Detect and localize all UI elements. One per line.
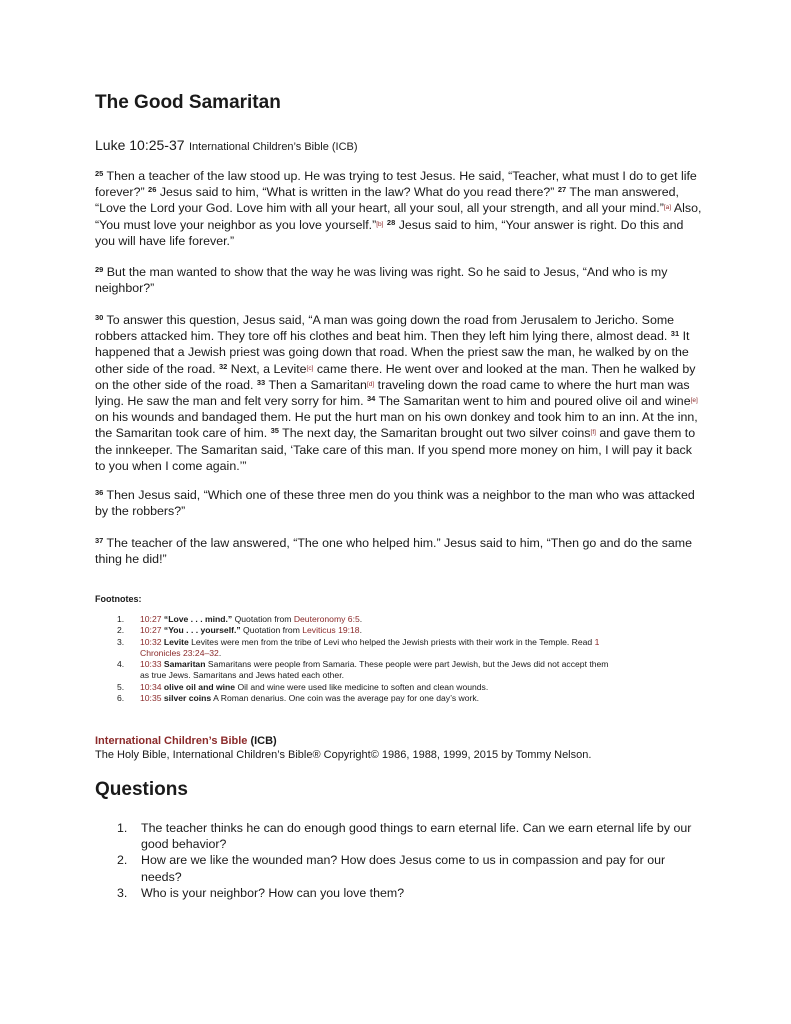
- footnote-text: Levites were men from the tribe of Levi who helped the Jewish priests with their work in the Temple. Read: [188, 636, 595, 647]
- footnote-ref-link[interactable]: 10:33: [140, 659, 162, 670]
- verse-text: came there. He went over and looked at the man. Then he walked by on the other side of the road.: [95, 361, 696, 392]
- footnote-marker-a[interactable]: [a]: [663, 204, 672, 212]
- footnote-text: Quotation from: [232, 614, 294, 624]
- footnote-number: 6.: [117, 693, 125, 704]
- footnote-number: 5.: [117, 681, 125, 692]
- version-abbreviation: (ICB): [247, 735, 277, 747]
- verse-text: traveling down the road came to where the hurt man was lying. He saw the man and felt very sorry for him.: [95, 377, 690, 409]
- verse-number: 37: [95, 536, 104, 545]
- footnote-marker-f[interactable]: [f]: [590, 429, 596, 437]
- footnote-item: [95, 637, 615, 660]
- question-text: How are we like the wounded man? How does Jesus come to us in compassion and pay for our needs?: [141, 853, 666, 884]
- question-item: [95, 852, 705, 884]
- version-name-link[interactable]: International Children’s Bible: [95, 735, 248, 747]
- verse-number: 35: [270, 426, 279, 436]
- footnote-number: 4.: [117, 659, 125, 670]
- footnote-marker-e[interactable]: [e]: [690, 397, 698, 405]
- footnote-tail: .: [218, 647, 222, 658]
- footnote-scripture-link[interactable]: 1 Chronicles 23:24–32: [140, 636, 600, 658]
- verse-text: The teacher of the law answered, “The one who helped him.” Jesus said to him, “Then go and do the same thing he did!”: [95, 536, 693, 567]
- verse-text: on his wounds and bandaged them. He put the hurt man on his own donkey and took him to an inn. At the inn, the Samaritan took care of him.: [95, 410, 698, 441]
- footnote-item: [95, 682, 615, 693]
- questions-list: [95, 820, 705, 901]
- page-title: The Good Samaritan: [95, 92, 281, 113]
- verse-text: Then a Samaritan: [265, 377, 367, 392]
- footnotes-heading: Footnotes:: [95, 594, 142, 604]
- footnote-term: silver coins: [163, 693, 212, 704]
- verse-number: 29: [95, 265, 104, 274]
- verse-paragraph-1: [95, 168, 705, 249]
- passage-citation: Luke 10:25-37: [95, 137, 185, 153]
- verse-text: The Samaritan went to him and poured olive oil and wine: [375, 394, 691, 409]
- question-item: [95, 820, 705, 852]
- question-text: The teacher thinks he can do enough good things to earn eternal life. Can we earn eternal life by our good behavior?: [141, 821, 692, 852]
- verse-text: and gave them to the innkeeper. The Samaritan said, ‘Take care of this man. If you spend more money on him, I will pay it back to you when I come again.’”: [95, 426, 696, 473]
- footnote-ref-link[interactable]: 10:27: [140, 625, 162, 636]
- footnote-number: 1.: [117, 614, 125, 624]
- copyright-notice: The Holy Bible, International Children’s Bible® Copyright© 1986, 1988, 1999, 2015 by Tommy Nelson.: [95, 749, 592, 761]
- verse-text: Then a teacher of the law stood up. He was trying to test Jesus. He said, “Teacher, what must I do to get life forever?”: [95, 169, 697, 200]
- footnote-text: Quotation from: [240, 625, 303, 636]
- footnote-term: “You . . . yourself.”: [163, 625, 241, 636]
- footnote-text: A Roman denarius. One coin was the average pay for one day’s work.: [211, 693, 480, 704]
- verse-paragraph-4: [95, 487, 705, 519]
- footnote-marker-c[interactable]: [c]: [306, 364, 314, 372]
- question-number: 3.: [117, 885, 128, 900]
- footnote-term: “Love . . . mind.”: [163, 614, 233, 624]
- footnote-tail: .: [359, 614, 363, 624]
- footnote-scripture-link[interactable]: Leviticus 19:18: [302, 625, 360, 636]
- question-number: 2.: [117, 853, 128, 868]
- question-number: 1.: [117, 821, 128, 835]
- verse-paragraph-5: [95, 535, 705, 567]
- footnote-term: Samaritan: [163, 659, 206, 670]
- verse-number: 31: [670, 329, 680, 339]
- verse-text: To answer this question, Jesus said, “A man was going down the road from Jerusalem to Jericho. Some robbers attacked him. They tore off his clothes and beat him. Then they left him lying there, almost dead.: [95, 313, 675, 344]
- footnote-marker-d[interactable]: [d]: [366, 380, 375, 388]
- verse-number: 30: [95, 313, 104, 322]
- footnote-ref-link[interactable]: 10:32: [140, 636, 162, 647]
- footnote-ref-link[interactable]: 10:35: [140, 693, 162, 704]
- bible-version: International Children’s Bible (ICB): [188, 141, 358, 153]
- verse-number: 28: [386, 217, 396, 227]
- verse-text: Jesus said to him, “Your answer is right. Do this and you will have life forever.”: [95, 217, 684, 248]
- footnote-scripture-link[interactable]: Deuteronomy 6:5: [293, 614, 360, 624]
- verse-text: But the man wanted to show that the way he was living was right. So he said to Jesus, “And who is my neighbor?”: [95, 265, 668, 296]
- footnote-text: Samaritans were people from Samaria. These people were part Jewish, but the Jews did not accept them as true Jews. Samaritans and Jews hated each other.: [140, 659, 609, 681]
- verse-text: The next day, the Samaritan brought out two silver coins: [278, 426, 591, 441]
- version-credit: [95, 734, 591, 762]
- footnote-text: Oil and wine were used like medicine to soften and clean wounds.: [235, 681, 489, 692]
- verse-text: It happened that a Jewish priest was going down that road. When the priest saw the man, he walked by on the other side of the road.: [95, 329, 690, 376]
- footnote-number: 2.: [117, 625, 125, 636]
- verse-paragraph-2: [95, 264, 705, 296]
- footnote-marker-b[interactable]: [b]: [376, 220, 384, 228]
- footnote-item: [95, 693, 615, 704]
- passage-reference: [95, 137, 358, 155]
- verse-text: Also, “You must love your neighbor as you love yourself.”: [95, 201, 702, 232]
- footnote-ref-link[interactable]: 10:27: [140, 614, 162, 624]
- verse-number: 27: [557, 185, 567, 195]
- verse-number: 36: [95, 488, 104, 497]
- verse-number: 26: [148, 185, 157, 195]
- verse-number: 32: [219, 361, 228, 371]
- verse-number: 25: [95, 169, 104, 178]
- question-text: Who is your neighbor? How can you love them?: [141, 885, 405, 900]
- verse-text: The man answered, “Love the Lord your God. Love him with all your heart, all your soul, all your strength, and all your mind.”: [95, 185, 679, 216]
- footnote-item: [95, 625, 615, 636]
- verse-text: Next, a Levite: [227, 361, 307, 376]
- footnote-ref-link[interactable]: 10:34: [140, 681, 162, 692]
- verse-number: 33: [256, 377, 266, 387]
- footnote-tail: .: [359, 625, 362, 636]
- footnotes-list: [95, 614, 615, 704]
- verse-text: Then Jesus said, “Which one of these three men do you think was a neighbor to the man who was attacked by the robbers?”: [95, 488, 695, 519]
- footnote-item: [95, 614, 615, 625]
- footnote-item: [95, 659, 615, 682]
- verse-number: 34: [367, 394, 376, 404]
- footnote-number: 3.: [117, 636, 125, 647]
- footnote-term: Levite: [163, 636, 189, 647]
- questions-heading: Questions: [95, 779, 188, 800]
- verse-paragraph-3: [95, 312, 705, 474]
- footnote-term: olive oil and wine: [163, 681, 236, 692]
- question-item: [95, 885, 705, 901]
- verse-text: Jesus said to him, “What is written in the law? What do you read there?”: [156, 185, 558, 200]
